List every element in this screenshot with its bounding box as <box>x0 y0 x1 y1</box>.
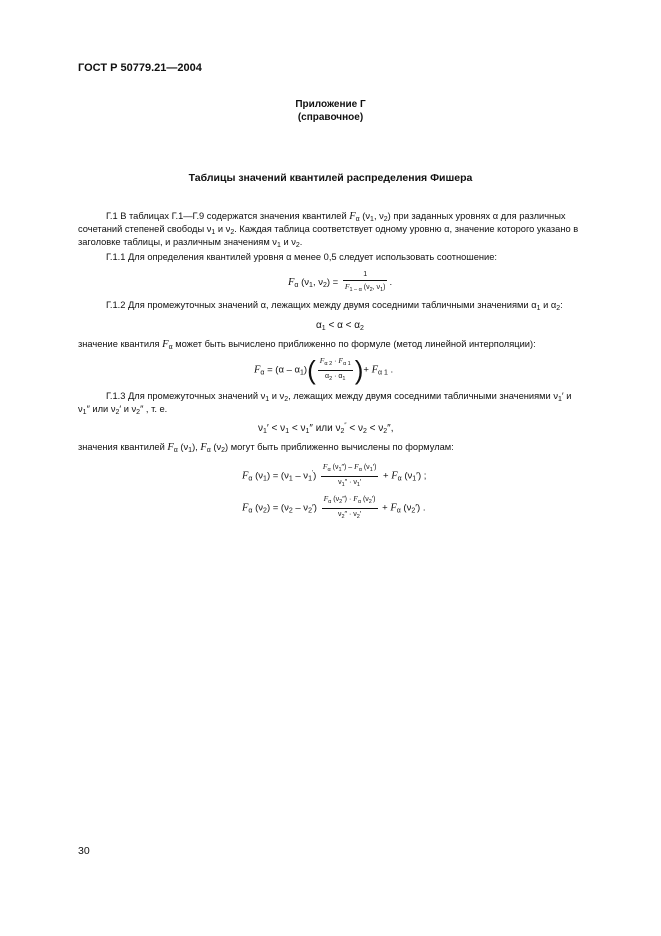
g13-after: значения квантилей $F_\alpha$ $(\nu_1)$, $F_\alpha$ $(\nu_2)$ могут быть приближенно вычислены по формулам: <box>78 442 454 454</box>
g1-line3: заголовке таблицы, и различным значениям $\nu_1$ и $\nu_2$. <box>78 237 303 249</box>
g13-line2: $\nu_1''$ или $\nu_2'$ и $\nu_2''$ , т. е. <box>78 404 168 416</box>
g1-line2: сочетаний степеней свободы $\nu_1$ и $\nu_2$. Каждая таблица соответствует одному уровню α, значение которого указано в <box>78 224 579 236</box>
appendix-label: Приложение Г <box>295 99 366 110</box>
g13-inequality: $\nu_1' < \nu_1 < \nu_1''$ или $\nu_2'' < \nu_2 < \nu_2''$, <box>258 423 394 435</box>
g12-line: Г.1.2 Для промежуточных значений α, лежащих между двумя соседними табличными значениями $\alpha_1$ и $\alpha_2$: <box>106 300 563 312</box>
formula-1: $F_\alpha$ ($\nu_1$, $\nu_2$) = $\frac{1}{F_{1 - \alpha} (\nu_2, \nu_1)}$ . <box>288 271 393 293</box>
formula-4: $F_\alpha$ $(\nu_2) = (\nu_2 - \nu_2')$ $\frac{F_\alpha (\nu_2'') \cdot F_\alpha (\nu_2')}{\nu_2'' \cdot \nu_2'}$ + $F_\alpha$ $(\nu_2')$ . <box>242 494 426 520</box>
formula-2: $F_\alpha = (\alpha - \alpha_1)$( $\frac{F_{\alpha 2} \cdot F_{\alpha 1}}{\alpha_2 \cdot \alpha_1}$ )+ $F_{\alpha 1}$ . <box>254 355 394 385</box>
g12-inequality: $\alpha_1 < \alpha < \alpha_2$ <box>316 320 364 332</box>
standard-header: ГОСТ Р 50779.21—2004 <box>78 62 202 74</box>
g11-line: Г.1.1 Для определения квантилей уровня α менее 0,5 следует использовать соотношение: <box>106 252 497 262</box>
page-title: Таблицы значений квантилей распределения Фишера <box>188 172 473 184</box>
page-number: 30 <box>78 845 90 857</box>
g1-line1: Г.1 В таблицах Г.1—Г.9 содержатся значения квантилей $F_\alpha$ ($\nu_1$, $\nu_2$) при заданных уровнях α для различных <box>106 211 566 223</box>
formula-3: $F_\alpha$ $(\nu_1) = (\nu_1 - \nu_1')$ $\frac{F_\alpha (\nu_1'') - F_\alpha (\nu_1')}{\nu_1'' \cdot \nu_1'}$ + $F_\alpha$ $(\nu_1')$ ; <box>242 462 427 488</box>
g13-line1: Г.1.3 Для промежуточных значений $\nu_1$ и $\nu_2$, лежащих между двумя соседними табличными значениями $\nu_1'$ и <box>106 391 572 403</box>
appendix-type: (справочное) <box>297 112 364 123</box>
g12-after: значение квантиля $F_\alpha$ может быть вычислено приближенно по формуле (метод линейной интерполяции): <box>78 339 536 351</box>
